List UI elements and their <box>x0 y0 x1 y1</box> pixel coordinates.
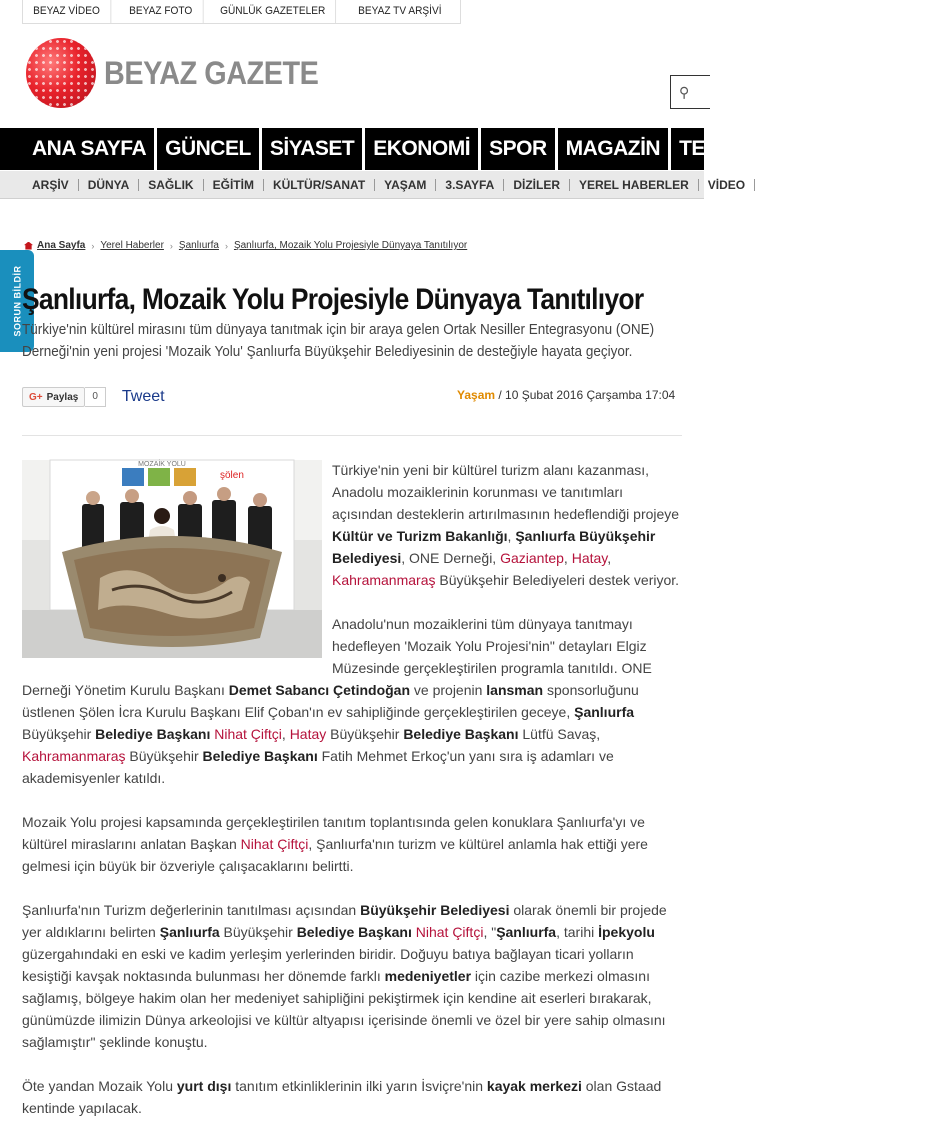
article-title: Şanlıurfa, Mozaik Yolu Projesiyle Dünyaya Tanıtılıyor <box>22 283 644 316</box>
breadcrumb-current[interactable]: Şanlıurfa, Mozaik Yolu Projesiyle Dünyaya Tanıtılıyor <box>233 240 468 251</box>
nav-item-teknoloji[interactable]: TEKNOLOJİ <box>671 128 806 170</box>
logo-globe-icon <box>26 38 96 108</box>
search-input[interactable] <box>670 75 710 109</box>
text-run: , <box>563 550 572 566</box>
bold-term: Belediye Başkanı <box>403 726 519 742</box>
subnav-item-yasam[interactable]: YAŞAM <box>375 179 436 191</box>
bold-term: lansman <box>486 682 544 698</box>
tag-link[interactable]: Nihat Çiftçi <box>240 836 309 852</box>
text-run: , <box>281 726 290 742</box>
site-logo[interactable] <box>26 38 342 108</box>
text-run: Büyükşehir <box>219 924 297 940</box>
text-run: sponsorluğunu üstlenen Şölen İcra Kurulu Başkanı Elif Çoban'ın ev sahipliğinde gerçekleştirilen geceye, <box>22 682 639 720</box>
subnav-item-arsiv[interactable]: ARŞİV <box>22 179 79 191</box>
text-run: , <box>607 550 612 566</box>
tag-link[interactable]: Nihat Çiftçi <box>415 924 484 940</box>
article-category-link[interactable]: Yaşam <box>457 388 496 402</box>
logo-text: BEYAZ GAZETE <box>104 54 319 91</box>
tag-link[interactable]: Kahramanmaraş <box>332 572 436 588</box>
subnav-item-dunya[interactable]: DÜNYA <box>79 179 140 191</box>
nav-item-magazin[interactable]: MAGAZİN <box>558 128 672 170</box>
text-run: Büyükşehir Belediyeleri destek veriyor. <box>435 572 680 588</box>
text-run: ve projenin <box>410 682 487 698</box>
text-run: Mozaik Yolu projesi kapsamında gerçekleştirilen tanıtım toplantısında gelen konuklara Şanlıurfa'yı ve kültürel miraslarını anlatan Başkan <box>22 814 645 852</box>
bold-term: Belediye Başkanı <box>95 726 211 742</box>
article-paragraph <box>22 899 682 1053</box>
nav-item-ekonomi[interactable]: EKONOMİ <box>365 128 481 170</box>
text-run: Lütfü Savaş, <box>518 726 601 742</box>
subnav-item-yerel-haberler[interactable]: YEREL HABERLER <box>570 179 699 191</box>
article-date: / 10 Şubat 2016 Çarşamba 17:04 <box>498 388 676 402</box>
bold-term: kayak merkezi <box>486 1078 582 1094</box>
article-body <box>22 459 682 1141</box>
photo-banner-text: MOZAİK YOLU <box>138 461 186 468</box>
text-run: Öte yandan Mozaik Yolu <box>22 1078 177 1094</box>
tag-link[interactable]: Kahramanmaraş <box>22 748 126 764</box>
top-link-beyaz-tv-arsivi[interactable]: BEYAZ TV ARŞİVİ <box>357 5 442 17</box>
nav-item-teknoloji-overflow[interactable]: TEKNOLOJİ <box>806 128 940 170</box>
top-link-beyaz-foto[interactable]: BEYAZ FOTO <box>119 0 203 23</box>
text-run: , " <box>483 924 497 940</box>
subnav-item-egitim[interactable]: EĞİTİM <box>204 179 264 191</box>
text-run: Fatih Mehmet Erkoç'un yanı sıra iş adamları ve akademisyenler katıldı. <box>22 748 614 786</box>
top-link-beyaz-video[interactable]: BEYAZ VİDEO <box>23 0 111 23</box>
bold-term: Belediye Başkanı <box>202 748 318 764</box>
nav-item-spor[interactable]: SPOR <box>481 128 558 170</box>
text-run: Büyükşehir <box>125 748 203 764</box>
bold-term: Belediye Başkanı <box>296 924 412 940</box>
main-nav <box>0 128 930 170</box>
text-run: olarak önemli bir projede yer aldıklarını belirten <box>22 902 667 940</box>
article-meta <box>457 388 675 402</box>
tweet-button[interactable]: Tweet <box>121 388 165 405</box>
chevron-right-icon: › <box>224 240 228 251</box>
bold-term: Şanlıurfa <box>159 924 220 940</box>
text-run: Türkiye'nin yeni bir kültürel turizm alanı kazanması, Anadolu mozaiklerinin korunması ve tanıtımları açısından desteklerin artırılmasının hedeflendiği projeye <box>332 462 680 522</box>
google-plus-icon: G+ <box>29 391 43 403</box>
chevron-right-icon: › <box>169 240 173 251</box>
bold-term: Büyükşehir Belediyesi <box>360 902 510 918</box>
bold-term: medeniyetler <box>384 968 472 984</box>
text-run: , ONE Derneği, <box>401 550 501 566</box>
bold-term: Şanlıurfa <box>496 924 557 940</box>
subnav-item-video[interactable]: VİDEO <box>699 179 755 191</box>
text-run: için cazibe merkezi olmasını sağlamış, bölgeye hakim olan her medeniyet sahipliğini pekiştirmek için kendine ait eserleri bırakarak, günümüzde ilimizin Dünya arkeolojisi ve kültür altyapısı içerisinde önemli ve özel bir yere sahip olmasını sağlamıştır" şeklinde konuştu. <box>22 968 666 1050</box>
divider <box>22 435 682 436</box>
text-run: Büyükşehir <box>326 726 404 742</box>
text-run: Anadolu'nun mozaiklerini tüm dünyaya tanıtmayı hedefleyen 'Mozaik Yolu Projesi'nin" detayları Elgiz Müzesinde gerçekleştirilen programla tanıtıldı. ONE Derneği Yönetim Kurulu Başkanı <box>22 616 652 698</box>
search-icon: ⚲ <box>679 84 690 100</box>
nav-item-guncel[interactable]: GÜNCEL <box>157 128 262 170</box>
text-run: , Şanlıurfa'nın turizm ve kültürel anlamla hak ettiği yere gelmesi için büyük bir özveriyle çalışacaklarını belirtti. <box>22 836 648 874</box>
text-run: Şanlıurfa'nın Turizm değerlerinin tanıtılması açısından <box>22 902 361 918</box>
breadcrumb-yerel-haberler[interactable]: Yerel Haberler <box>100 240 164 251</box>
nav-item-ana-sayfa[interactable]: ANA SAYFA <box>0 128 157 170</box>
google-plus-share-count: 0 <box>85 387 106 407</box>
breadcrumb-sanliurfa[interactable]: Şanlıurfa <box>178 240 219 251</box>
article-paragraph <box>22 1075 682 1119</box>
google-plus-share-label: Paylaş <box>46 391 79 403</box>
tag-link[interactable]: Hatay <box>571 550 608 566</box>
bold-term: Demet Sabancı Çetindoğan <box>228 682 411 698</box>
home-icon <box>24 242 33 250</box>
top-link-gunluk-gazeteler[interactable]: GÜNLÜK GAZETELER <box>210 0 336 23</box>
article-paragraph <box>22 811 682 877</box>
bold-term: Şanlıurfa <box>574 704 635 720</box>
text-run: , <box>507 528 516 544</box>
photo-spacer <box>22 459 332 671</box>
bold-term: İpekyolu <box>598 924 655 940</box>
sub-nav <box>0 171 746 199</box>
text-run: , tarihi <box>556 924 599 940</box>
text-run: güzergahındaki en eski ve kadim yerleşim yerlerinden biridir. Doğuyu batıya bağlayan ticari yolların kesiştiği kavşak noktasında bulunması her dönemde farklı <box>22 946 634 984</box>
text-run: olan Gstaad kentinde yapılacak. <box>22 1078 662 1116</box>
nav-item-siyaset[interactable]: SİYASET <box>262 128 365 170</box>
tag-link[interactable]: Gaziantep <box>500 550 564 566</box>
bold-term: Şanlıurfa Büyükşehir Belediyesi <box>332 528 656 566</box>
bold-term: yurt dışı <box>176 1078 232 1094</box>
top-links-bar <box>22 0 461 24</box>
text-run: Büyükşehir <box>22 726 96 742</box>
subnav-item-diziler[interactable]: DİZİLER <box>504 179 570 191</box>
tag-link[interactable]: Nihat Çiftçi <box>214 726 282 742</box>
subnav-item-3-sayfa[interactable]: 3.SAYFA <box>436 179 504 191</box>
article-spot: Türkiye'nin kültürel mirasını tüm dünyaya tanıtmak için bir araya gelen Ortak Nesiller Entegrasyonu (ONE) Derneği'nin yeni projesi 'Mozaik Yolu' Şanlıurfa Büyükşehir Belediyesinin de desteğiyle hayata geçiyor. <box>22 321 655 360</box>
share-bar <box>22 387 165 407</box>
tag-link[interactable]: Hatay <box>289 726 327 742</box>
subnav-item-kultur-sanat[interactable]: KÜLTÜR/SANAT <box>264 179 375 191</box>
report-issue-label: SORUN BİLDİR <box>12 265 22 337</box>
google-plus-share-button[interactable] <box>22 387 85 407</box>
chevron-right-icon: › <box>91 240 95 251</box>
breadcrumb <box>24 240 467 251</box>
photo-sponsor-text: şölen <box>220 470 244 481</box>
text-run: tanıtım etkinliklerinin ilki yarın İsviçre'nin <box>231 1078 487 1094</box>
subnav-item-saglik[interactable]: SAĞLIK <box>139 179 203 191</box>
bold-term: Kültür ve Turizm Bakanlığı <box>332 528 508 544</box>
breadcrumb-home[interactable]: Ana Sayfa <box>37 240 86 251</box>
